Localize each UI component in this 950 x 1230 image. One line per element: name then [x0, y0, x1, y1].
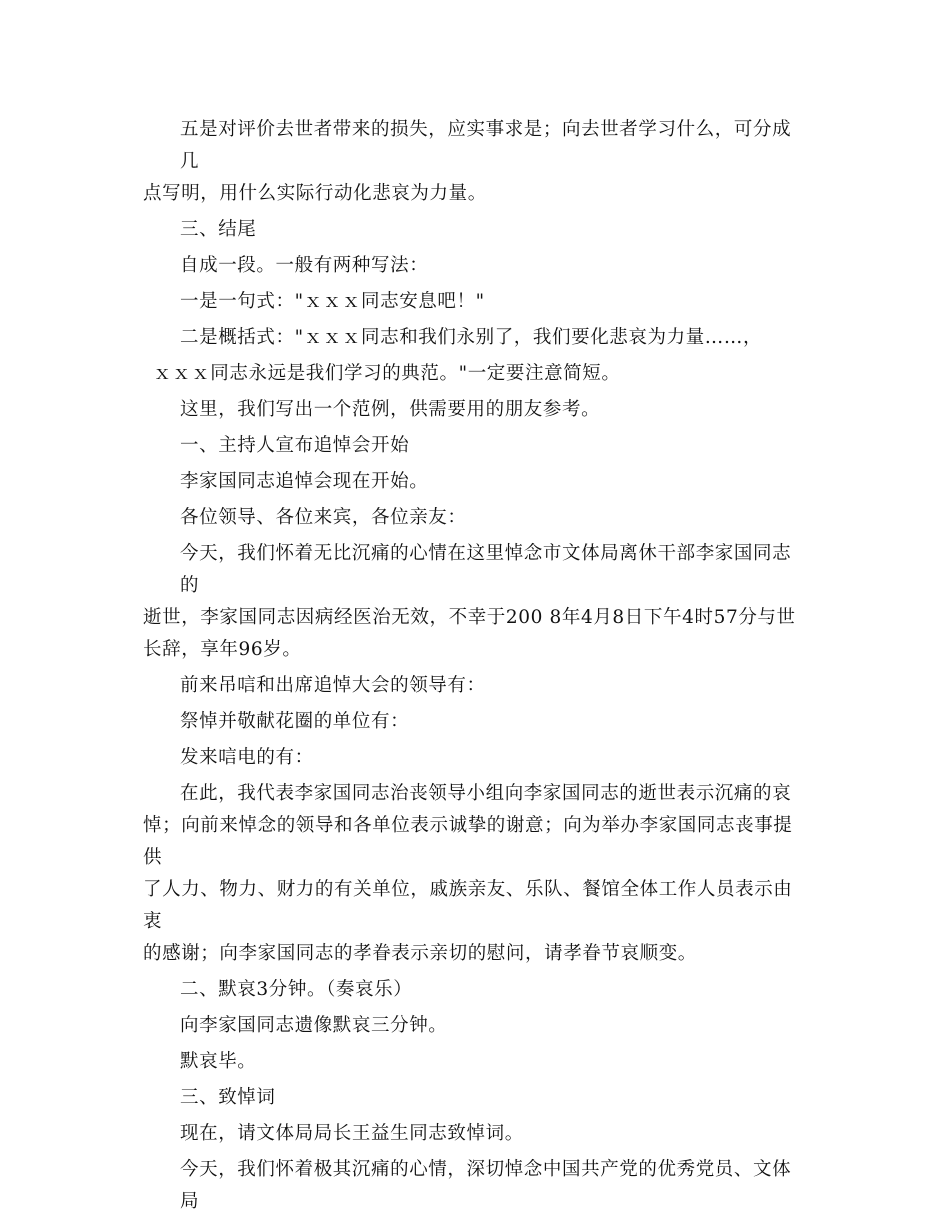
paragraph	[143, 538, 808, 666]
text-line: 二是概括式："ｘｘｘ同志和我们永别了，我们要化悲哀为力量……，	[180, 327, 763, 348]
text-line: 了人力、物力、财力的有关单位，戚族亲友、乐队、餐馆全体工作人员表示由衷	[143, 879, 793, 932]
text-line: 悼；向前来悼念的领导和各单位表示诚挚的谢意；向为举办李家国同志丧事提供	[143, 815, 793, 868]
paragraph	[143, 1010, 808, 1042]
paragraph	[143, 742, 808, 774]
text-line: 发来唁电的有：	[180, 747, 314, 768]
text-line: 祭悼并敬献花圈的单位有：	[180, 711, 410, 732]
paragraph	[143, 114, 808, 210]
paragraph	[143, 286, 808, 318]
paragraph	[143, 1046, 808, 1078]
text-line: 向李家国同志遗像默哀三分钟。	[180, 1015, 448, 1036]
text-line: 李家国同志追悼会现在开始。	[180, 471, 429, 492]
text-line: 各位领导、各位来宾，各位亲友：	[180, 507, 467, 528]
text-line: 一是一句式："ｘｘｘ同志安息吧！"	[180, 291, 485, 312]
paragraph	[143, 430, 808, 462]
text-line: 现在，请文体局局长王益生同志致悼词。	[180, 1123, 524, 1144]
paragraph	[143, 250, 808, 282]
text-line: 五是对评价去世者带来的损失，应实事求是；向去世者学习什么，可分成几	[180, 119, 792, 172]
text-line: 三、致悼词	[180, 1087, 276, 1108]
paragraph	[143, 1154, 808, 1218]
text-line: 自成一段。一般有两种写法：	[180, 255, 429, 276]
text-line: 一、主持人宣布追悼会开始	[180, 435, 410, 456]
text-line: ｘｘｘ同志永远是我们学习的典范。"一定要注意简短。	[153, 363, 621, 384]
paragraph	[143, 1082, 808, 1114]
paragraph	[143, 466, 808, 498]
paragraph	[143, 706, 808, 738]
text-line: 点写明，用什么实际行动化悲哀为力量。	[143, 183, 487, 204]
paragraph	[143, 394, 808, 426]
paragraph	[143, 502, 808, 534]
text-line: 长辞，享年96岁。	[143, 639, 302, 660]
paragraph	[143, 1118, 808, 1150]
text-line: 的感谢；向李家国同志的孝眷表示亲切的慰问，请孝眷节哀顺变。	[143, 943, 697, 964]
paragraph	[143, 322, 808, 354]
paragraph	[143, 358, 808, 390]
paragraph	[143, 974, 808, 1006]
paragraph	[143, 214, 808, 246]
paragraph	[143, 670, 808, 702]
text-line: 在此，我代表李家国同志治丧领导小组向李家国同志的逝世表示沉痛的哀	[180, 783, 792, 804]
text-line: 这里，我们写出一个范例，供需要用的朋友参考。	[180, 399, 601, 420]
text-line: 今天，我们怀着无比沉痛的心情在这里悼念市文体局离休干部李家国同志的	[180, 543, 792, 596]
text-line: 今天，我们怀着极其沉痛的心情，深切悼念中国共产党的优秀党员、文体局	[180, 1159, 792, 1212]
text-line: 前来吊唁和出席追悼大会的领导有：	[180, 675, 486, 696]
text-line: 二、默哀3分钟。（奏哀乐）	[180, 979, 413, 1000]
text-line: 三、结尾	[180, 219, 257, 240]
text-line: 默哀毕。	[180, 1051, 257, 1072]
paragraph	[143, 778, 808, 970]
document-body	[143, 114, 808, 1222]
text-line: 逝世，李家国同志因病经医治无效，不幸于200 8年4月8日下午4时57分与世	[143, 607, 796, 628]
